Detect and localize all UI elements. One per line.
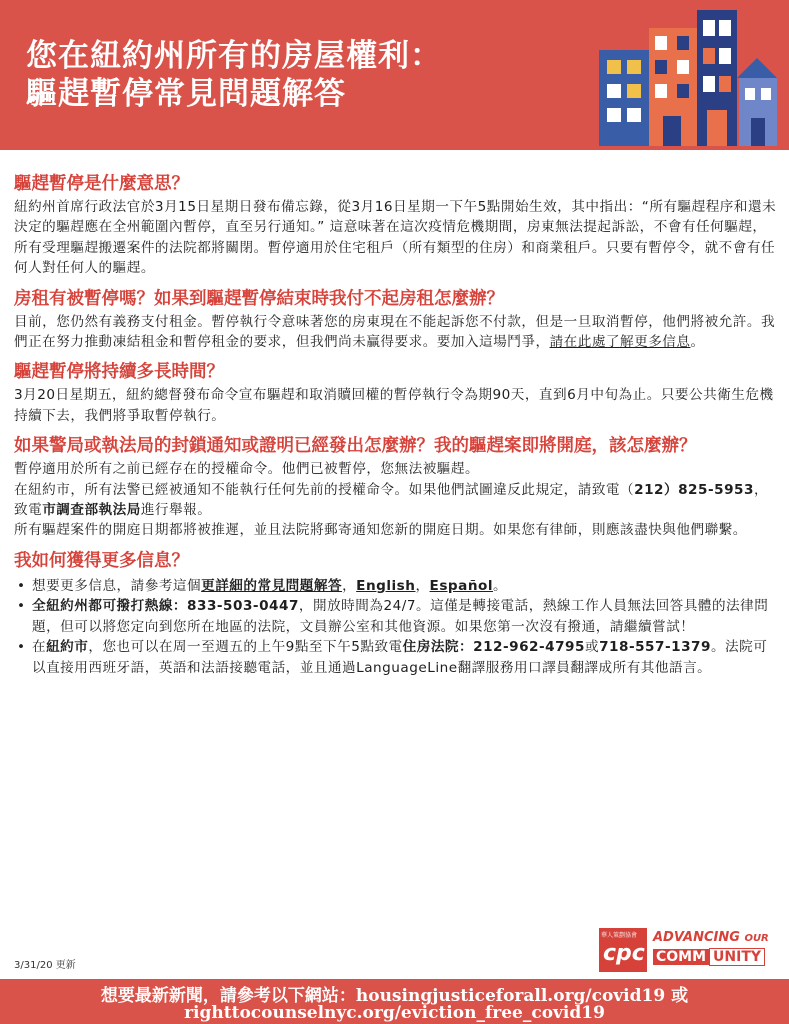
section-heading-lockout: 如果警局或執法局的封鎖通知或證明已經發出怎麼辦？我的驅趕案即將開庭，該怎麼辦？: [14, 436, 697, 457]
court-text-rest: 。法院可以直接用西班牙語，英語和法語接聽電話，並且通過LanguageLine翻譯服務用口譯員翻譯成所有其他語言。: [32, 639, 768, 676]
section-heading-rent: 房租有被暫停嗎？如果到驅趕暫停結束時我付不起房租怎麼辦？: [14, 288, 504, 309]
footer-url-2[interactable]: righttocounselnyc.org/eviction_free_covid19: [184, 1003, 605, 1023]
logo-unity: UNITY: [709, 948, 765, 966]
hotline-text: ，開放時間為24/7。這僅是轉接電話，熱線工作人員無法回答具體的法律問題，但可以將您定向到您所在地區的法院，文員辦公室和其他資源。如果您第一次沒有撥通，請繼續嘗試！: [32, 598, 769, 635]
bullet-dot: •: [17, 577, 26, 594]
section-body-duration: 3月20日星期五，紐約總督發布命令宣布驅趕和取消贖回權的暫停執行令為期90天，直到6月中旬為止。只要公共衛生危機持續下去，我們將爭取暫停執行。: [14, 387, 774, 424]
cpc-logo-box: [599, 928, 647, 972]
lockout-text-c: 進行舉報。: [140, 502, 212, 519]
section-body-lockout-3: 所有驅趕案件的開庭日期都將被推遲，並且法院將郵寄通知您新的開庭日期。如果您有律師，則應該盡快與他們聯繫。: [14, 522, 747, 539]
update-date: 3/31/20 更新: [14, 960, 76, 971]
more-info-list: [14, 576, 779, 678]
logo-tagline-advancing: [653, 930, 769, 945]
court-text-pre: 在: [32, 639, 47, 656]
section-body-meaning: 紐約州首席行政法官於3月15日星期日發布備忘錄，從3月16日星期一下午5點開始生效，其中指出：“所有驅趕程序和還未決定的驅趕應在全州範圍內暫停，直至另行通知。” 這意味著在這次疫情危機期間，房東無法提起訴訟，不會有任何驅趕，所有受理驅趕搬遷案件的法院都將關閉。暫停適用於住宅租戶（所有類型的住房）和商業租戶。只要有暫停令，就不會有任何人對任何人的驅趕。: [14, 199, 777, 277]
bullet-dot: •: [17, 598, 26, 615]
housing-court-phone: 住房法院：212-962-4795: [402, 639, 585, 656]
detailed-faq-link[interactable]: 更詳細的常見問題解答: [201, 577, 343, 594]
end-punctuation: 。: [493, 577, 508, 594]
section-body-lockout-1: 暫停適用於所有之前已經存在的授權命令。他們已被暫停，您無法被驅趕。: [14, 461, 480, 478]
lockout-text-b: ，致電: [14, 481, 769, 519]
court-text-mid1: ，您也可以在周一至週五的上午9點至下午5點致電: [88, 639, 403, 656]
logo-comm: COMM: [653, 949, 709, 965]
section-heading-more-info: 我如何獲得更多信息？: [14, 550, 189, 571]
page-title-line-1: 您在紐約州所有的房屋權利：: [26, 38, 442, 74]
dept-phone: 212）825-5953: [634, 481, 754, 498]
hotline-label: 全紐約州都可撥打熱線：833-503-0447: [32, 598, 299, 615]
footer-banner: [0, 979, 789, 1024]
logo-advancing-word: ADVANCING: [653, 930, 740, 945]
bullet-dot: •: [17, 639, 26, 656]
faq-text: 想要更多信息，請參考這個: [32, 577, 202, 594]
logo-our-word: OUR: [744, 933, 769, 944]
nyc-label: 紐約市: [46, 639, 89, 656]
english-link[interactable]: English: [356, 577, 416, 594]
logo-tagline-community: [653, 949, 765, 968]
housing-court-phone-2: 718-557-1379: [599, 639, 711, 656]
cpc-logo-chinese: 華人策劃協會: [601, 932, 638, 939]
learn-more-link[interactable]: 請在此處了解更多信息: [549, 334, 691, 351]
footer-prefix: 想要最新新聞，請參考以下網站：: [100, 986, 356, 1006]
lockout-text-a: 在紐約市，所有法警已經被通知不能執行任何先前的授權命令。如果他們試圖違反此規定，請致電（: [14, 481, 635, 498]
buildings-illustration-icon: [597, 8, 777, 146]
rent-text: 目前，您仍然有義務支付租金。暫停執行令意味著您的房東現在不能起訴您不付款，但是一旦取消暫停，他們將被允許。我們正在努力推動凍結租金和暫停租金的要求，但我們尚未贏得要求。要加入這場鬥爭，: [14, 313, 776, 351]
separator: ，: [342, 577, 357, 594]
section-heading-meaning: 驅趕暫停是什麼意思？: [14, 174, 189, 194]
separator: ，: [415, 577, 430, 594]
list-item: [14, 596, 779, 637]
section-body-lockout-2: [14, 480, 779, 521]
header-banner: [0, 0, 789, 150]
list-item: [14, 576, 779, 596]
rent-text-end: 。: [690, 334, 705, 351]
list-item: [14, 637, 779, 678]
cpc-logo-text: cpc: [603, 941, 645, 966]
main-content: [14, 172, 779, 678]
section-body-rent: [14, 312, 779, 353]
page-title-line-2: 驅趕暫停常見問題解答: [26, 76, 346, 112]
footer-url-1[interactable]: housingjusticeforall.org/covid19 或: [355, 986, 689, 1006]
court-text-mid2: 或: [584, 639, 600, 656]
dept-name: 市調查部執法局: [42, 502, 141, 519]
espanol-link[interactable]: Español: [429, 577, 494, 594]
cpc-logo: [599, 928, 775, 972]
section-heading-duration: 驅趕暫停將持續多長時間？: [14, 362, 224, 383]
